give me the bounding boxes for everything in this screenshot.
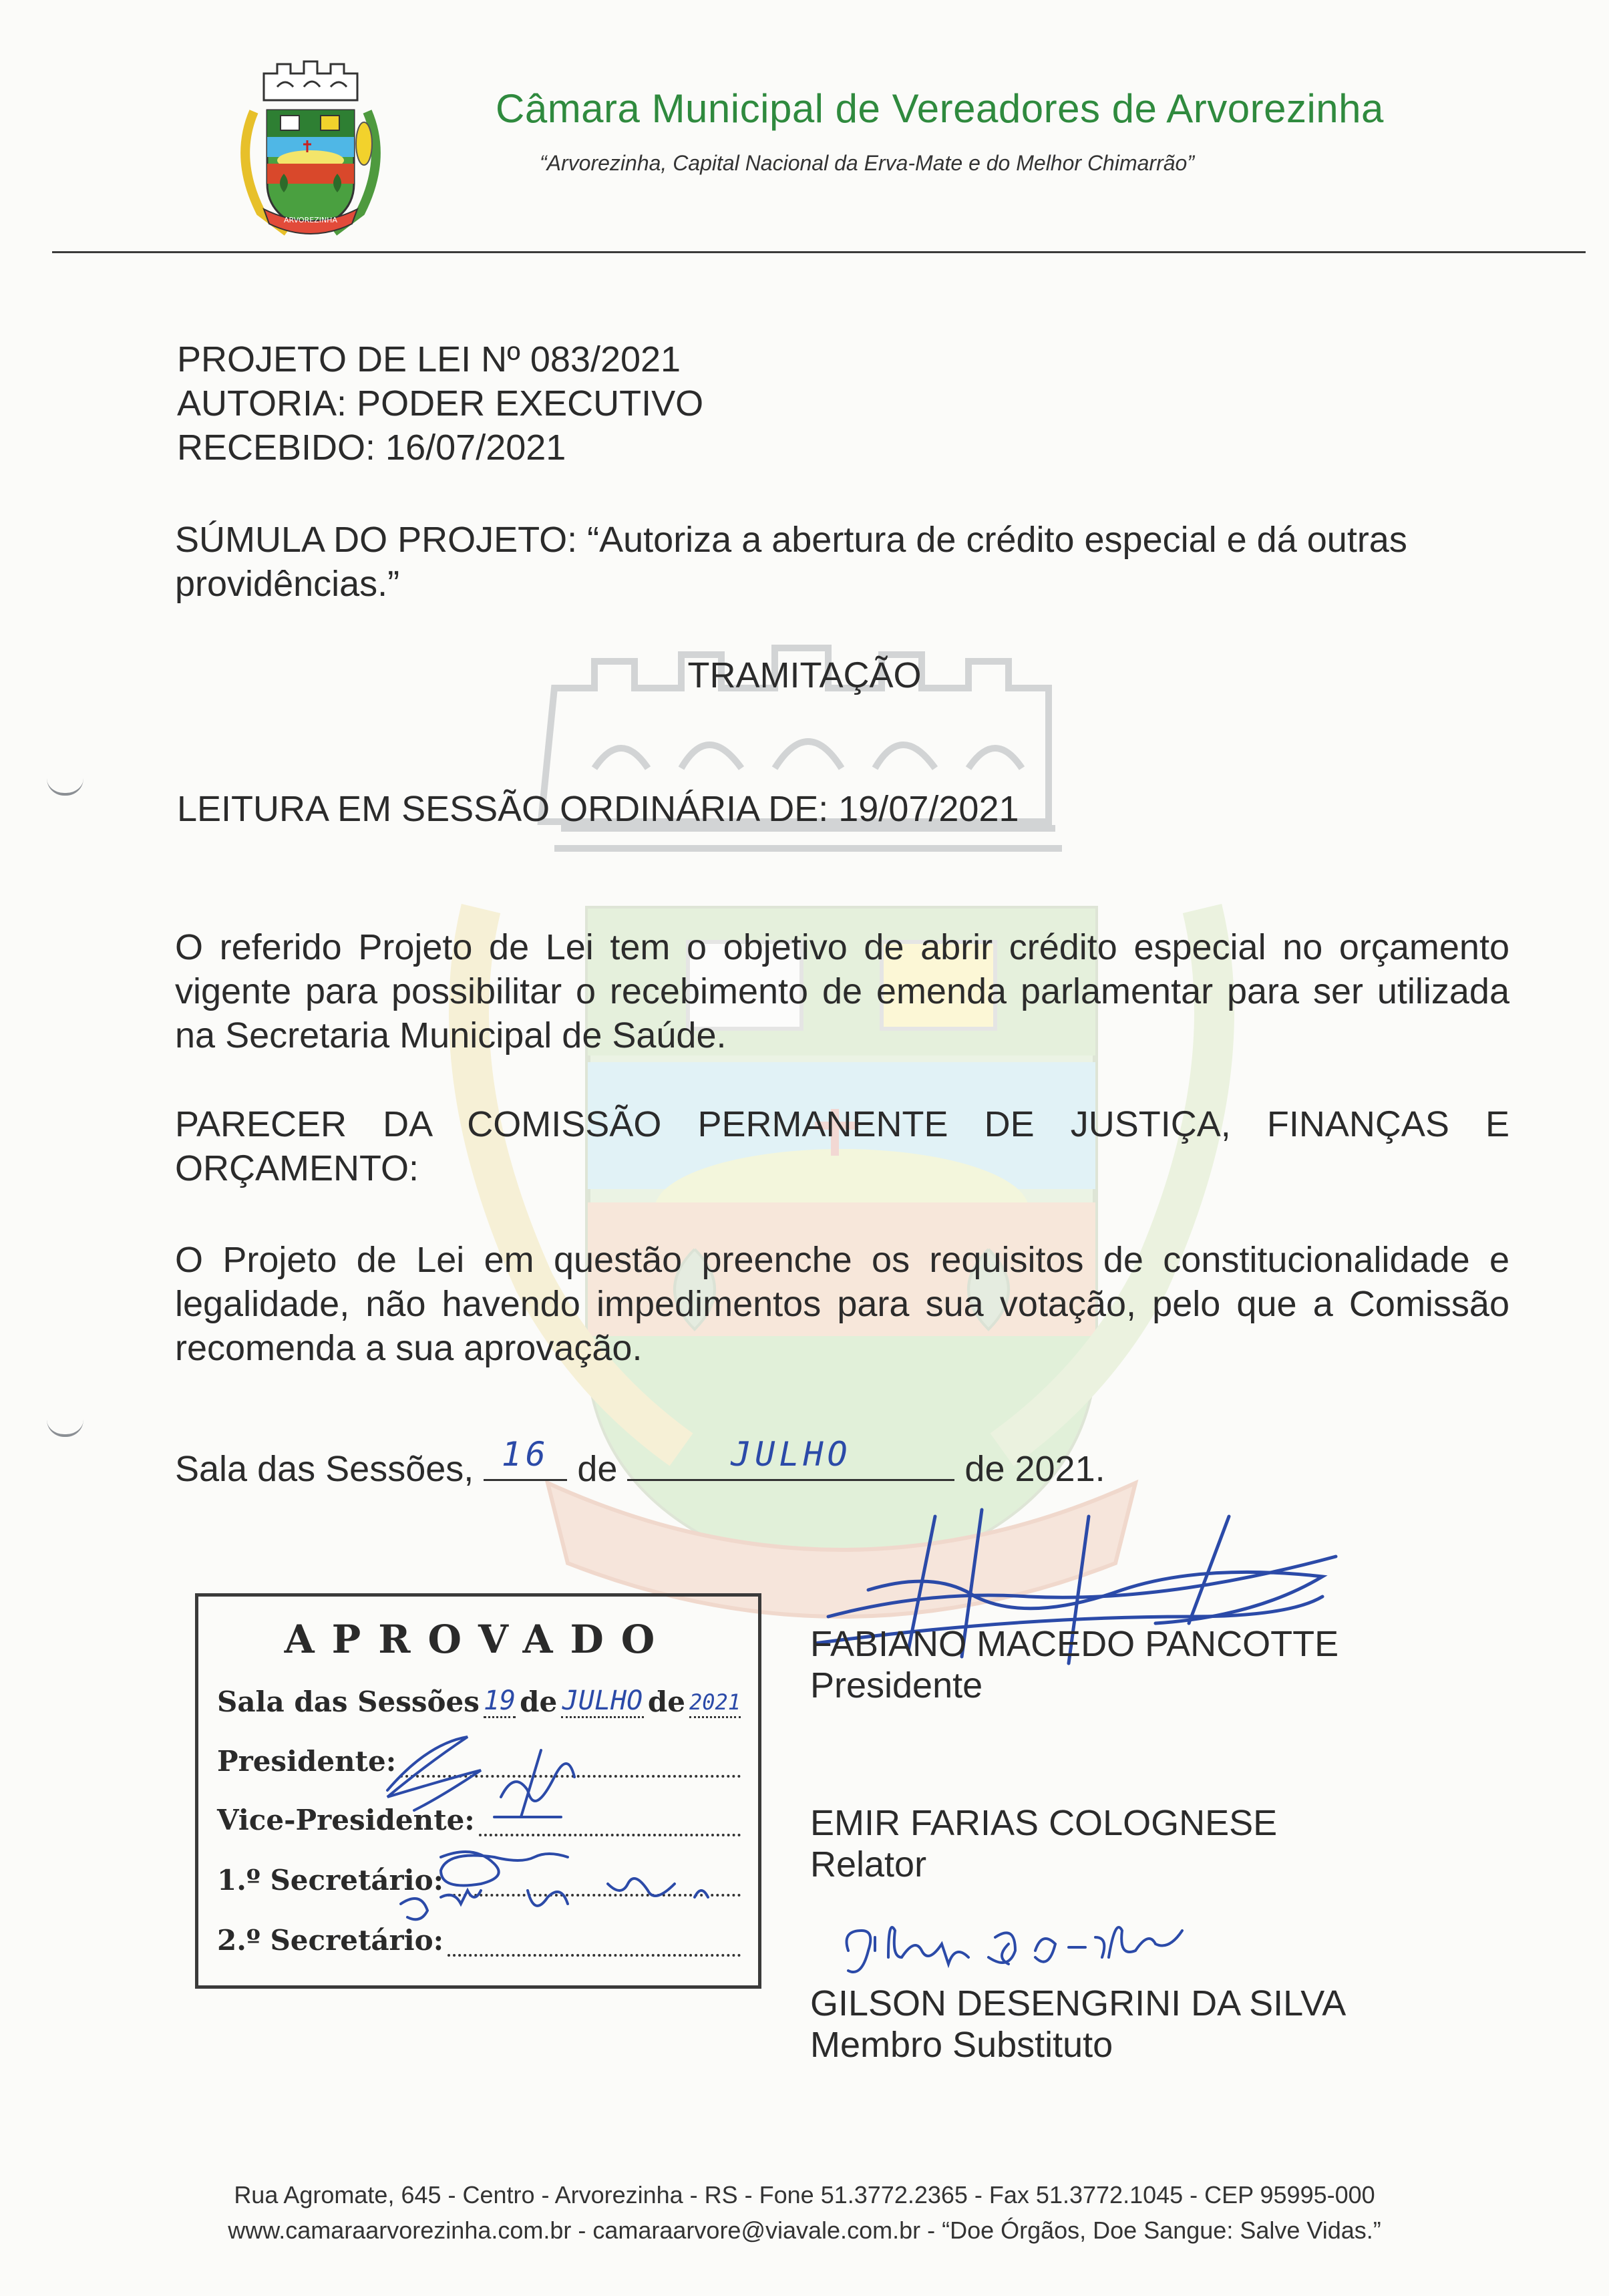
project-objective-paragraph: O referido Projeto de Lei tem o objetivo de abrir crédito especial no orçamento vigente para possibilitar o recebimento de emenda parlamentar para ser utilizada na Secretaria Municipal de Saúde. <box>175 927 1509 1055</box>
session-day-field <box>484 1435 567 1481</box>
committee-opinion-heading: PARECER DA COMISSÃO PERMANENTE DE JUSTIÇA, FINANÇAS E ORÇAMENTO: <box>175 1104 1509 1188</box>
punch-hole-mark <box>47 778 83 796</box>
footer-contact: www.camaraarvorezinha.com.br - camaraarvore@viavale.com.br - “Doe Órgãos, Doe Sangue: Salve Vidas.” <box>228 2217 1381 2244</box>
footer-address: Rua Agromate, 645 - Centro - Arvorezinha - RS - Fone 51.3772.2365 - Fax 51.3772.1045 - CEP 95995-000 <box>234 2181 1375 2208</box>
project-received-date: RECEBIDO: 16/07/2021 <box>177 428 566 468</box>
municipal-coat-of-arms-icon <box>227 37 394 244</box>
signatory-president <box>810 1623 1338 1706</box>
session-date-prefix: Sala das Sessões, <box>175 1449 474 1489</box>
reading-session-date: LEITURA EM SESSÃO ORDINÁRIA DE: 19/07/2021 <box>177 789 1019 829</box>
stamp-segundo-label: 2.º Secretário: <box>217 1924 444 1957</box>
stamp-session-label: Sala das Sessões <box>217 1685 480 1718</box>
stamp-month-field <box>561 1683 644 1718</box>
session-date-suffix: de 2021. <box>964 1449 1105 1489</box>
stamp-de-2: de <box>647 1685 685 1718</box>
session-month-handwritten: JULHO <box>731 1435 852 1474</box>
stamp-month-handwritten: JULHO <box>562 1685 643 1716</box>
project-author: AUTORIA: PODER EXECUTIVO <box>177 383 704 424</box>
org-name: Câmara Municipal de Vereadores de Arvorezinha <box>496 86 1384 131</box>
signatory-role: Membro Substituto <box>810 2025 1113 2065</box>
session-date-de: de <box>577 1449 618 1489</box>
session-date-line <box>175 1435 1105 1491</box>
header-divider <box>52 251 1586 253</box>
stamp-presidente-label: Presidente: <box>217 1745 397 1778</box>
stamp-session-row <box>217 1683 741 1718</box>
stamp-day-field <box>484 1683 516 1718</box>
project-meta <box>177 337 703 470</box>
project-number: PROJETO DE LEI Nº 083/2021 <box>177 339 681 379</box>
stamp-day-handwritten: 19 <box>483 1685 516 1716</box>
stamp-primeiro-label: 1.º Secretário: <box>217 1864 444 1897</box>
signatory-substitute <box>810 1983 1346 2066</box>
signatory-relator <box>810 1802 1277 1885</box>
punch-hole-mark <box>47 1420 83 1437</box>
stamp-year-field <box>689 1683 741 1718</box>
signatory-name: EMIR FARIAS COLOGNESE <box>810 1803 1278 1843</box>
signatory-name: GILSON DESENGRINI DA SILVA <box>810 1983 1347 2023</box>
session-month-field <box>627 1435 954 1481</box>
stamp-de-1: de <box>520 1685 558 1718</box>
stamp-title: APROVADO <box>284 1617 673 1662</box>
signatory-role: Relator <box>810 1844 927 1884</box>
signatory-role: Presidente <box>810 1665 983 1705</box>
project-summary: SÚMULA DO PROJETO: “Autoriza a abertura de crédito especial e dá outras providências.” <box>175 520 1407 604</box>
section-title-tramitacao: TRAMITAÇÃO <box>687 655 922 695</box>
stamp-year-handwritten: 2021 <box>689 1689 741 1715</box>
signature-gilson-icon <box>835 1911 1209 1984</box>
committee-opinion-paragraph: O Projeto de Lei em questão preenche os requisitos de constitucionalidade e legalidade, não havendo impedimentos para sua votação, pelo que a Comissão recomenda a sua aprovação. <box>175 1240 1509 1368</box>
signatory-name: FABIANO MACEDO PANCOTTE <box>810 1624 1339 1664</box>
stamp-vice-label: Vice-Presidente: <box>217 1804 475 1836</box>
session-day-handwritten: 16 <box>501 1435 550 1474</box>
crest-banner-text: ARVOREZINHA <box>284 216 337 224</box>
org-motto: “Arvorezinha, Capital Nacional da Erva-Mate e do Melhor Chimarrão” <box>540 151 1194 175</box>
stamp-signatures-icon <box>361 1717 815 1957</box>
